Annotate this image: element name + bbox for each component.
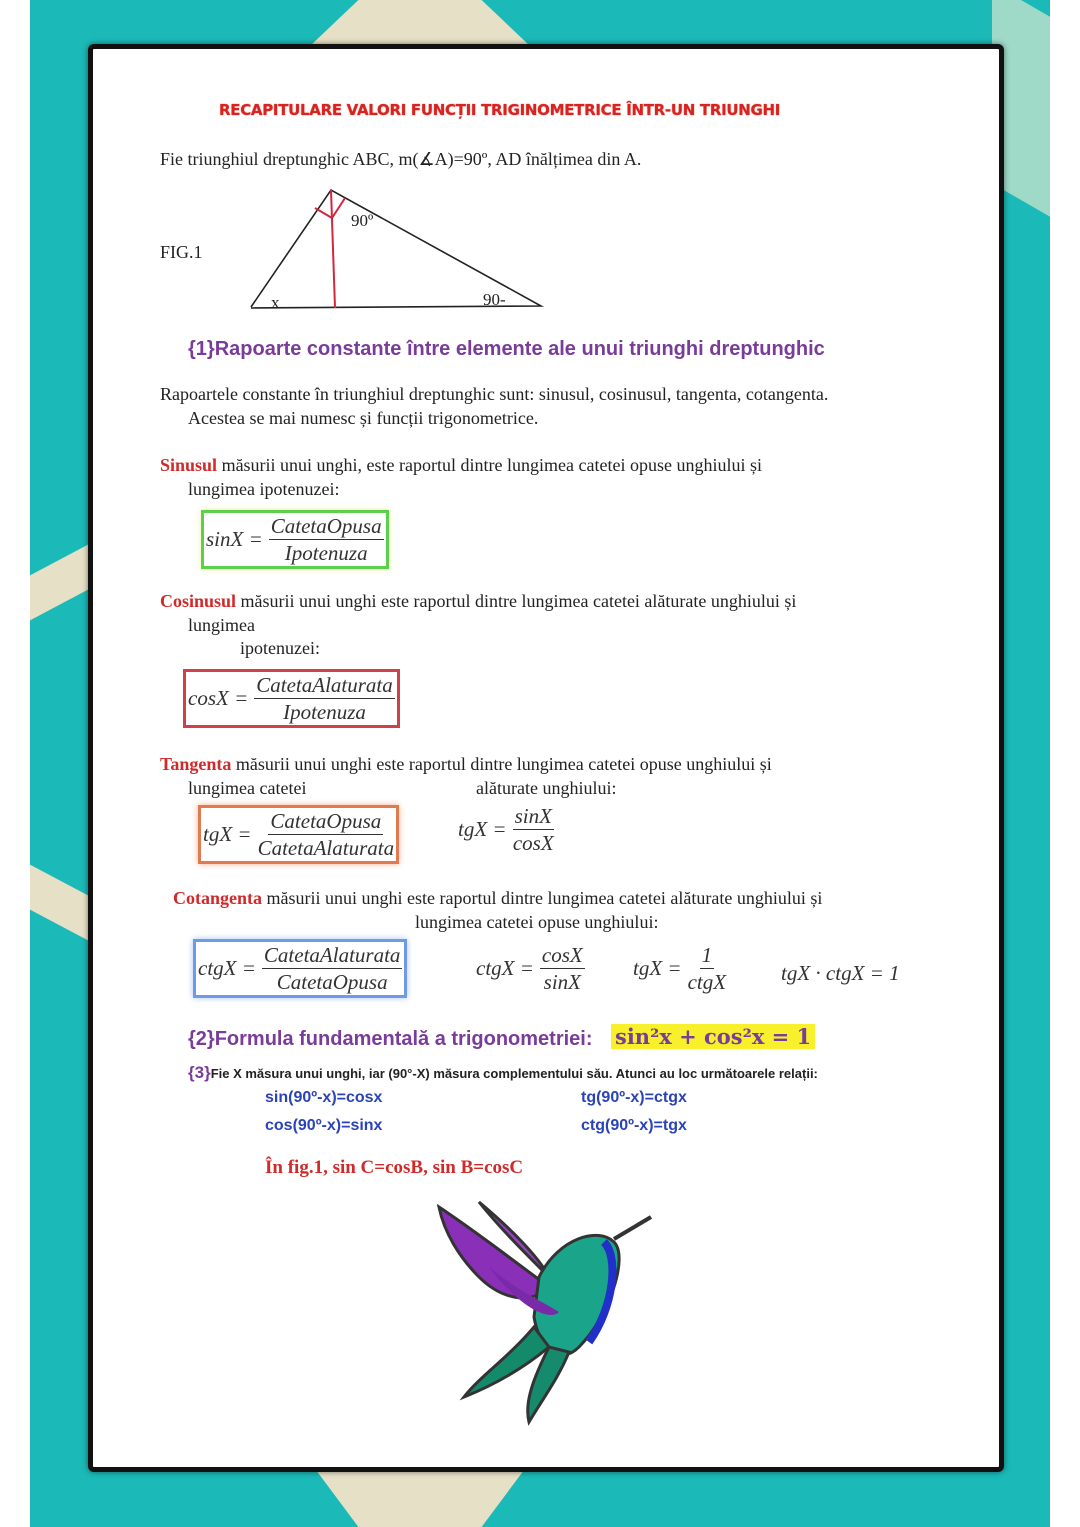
section3-text: Fie X măsura unui unghi, iar (90°-X) măsura complementului său. Atunci au loc următoarele relații: [210,1066,818,1081]
relation-sin: sin(90º-x)=cosx [265,1089,383,1106]
cotangenta-definition: măsurii unui unghi este raportul dintre lungimea catetei alăturate unghiului și [262,888,823,908]
section1-heading: {1}Rapoarte constante între elemente ale unui triunghi dreptunghic [188,338,825,360]
document-page [88,44,1004,1472]
term-cotangenta: Cotangenta [173,888,262,908]
cotangenta-formula-box: ctgX = $\frac{\text{CatetaAlaturata}}{\text{CatetaOpusa}}$ [193,939,407,998]
sinus-definition: măsurii unui unghi, este raportul dintre lungimea catetei opuse unghiului și [217,455,762,475]
term-sinus: Sinusul [160,455,218,475]
tangent-product-formula: tgX · ctgX = 1 [781,961,900,985]
cotangenta-ratio-formula: ctgX = $\frac{\cos X}{\sin X}$ [476,943,583,994]
cosinus-definition-cont2: ipotenuzei: [240,638,320,658]
sinus-formula-box: sinX = $\frac{\text{CatetaOpusa}}{\text{Ipotenuza}}$ [201,510,389,569]
relation-cos: cos(90º-x)=sinx [265,1117,383,1134]
cotangenta-definition-cont: lungimea catetei opuse unghiului: [415,912,659,932]
angle-label-top: 90º [351,211,374,230]
term-tangenta: Tangenta [160,754,232,774]
figure-note: În fig.1, sin C=cosB, sin B=cosC [265,1157,524,1178]
section1-line1: Rapoartele constante în triunghiul dreptunghic sunt: sinusul, cosinusul, tangenta, cotangenta. [160,384,829,404]
fundamental-identity: sin²x + cos²x = 1 [611,1024,815,1049]
document-title: RECAPITULARE VALORI FUNCȚII TRIGINOMETRICE ÎNTR-UN TRIUNGHI [219,101,781,119]
angle-label-complement: 90- [483,290,506,309]
tangenta-ratio-formula: tgX = $\frac{\sin X}{\cos X}$ [458,804,554,855]
relation-ctg: ctg(90º-x)=tgx [581,1117,687,1134]
figure-label: FIG.1 [160,242,203,262]
tangenta-definition-cont2: alăturate unghiului: [476,778,617,798]
tangent-reciprocal-formula: tgX = $\frac{1}{\text{ctgX}}$ [633,943,727,994]
cosinus-definition: măsurii unui unghi este raportul dintre lungimea catetei alăturate unghiului și [236,591,797,611]
hummingbird-illustration [429,1197,659,1427]
relation-tg: tg(90º-x)=ctgx [581,1089,687,1106]
term-cosinus: Cosinusul [160,591,237,611]
tangenta-definition: măsurii unui unghi este raportul dintre lungimea catetei opuse unghiului și [231,754,772,774]
tangenta-formula-box: tgX = $\frac{\text{CatetaOpusa}}{\text{CatetaAlaturata}}$ [198,805,399,864]
section1-line2: Acestea se mai numesc și funcții trigonometrice. [188,408,539,428]
cosinus-formula-box: cosX = $\frac{\text{CatetaAlaturata}}{\text{Ipotenuza}}$ [183,669,400,728]
section3-marker: {3} [188,1063,211,1082]
intro-text: Fie triunghiul dreptunghic ABC, m(∡A)=90º, AD înălțimea din A. [160,149,642,169]
right-triangle-figure [243,184,553,314]
section2-heading: {2}Formula fundamentală a trigonometriei: [188,1028,593,1050]
tangenta-definition-cont: lungimea catetei [188,778,307,798]
sinus-definition-cont: lungimea ipotenuzei: [188,479,340,499]
cosinus-definition-cont: lungimea [188,615,255,635]
angle-label-x: x [271,293,280,312]
